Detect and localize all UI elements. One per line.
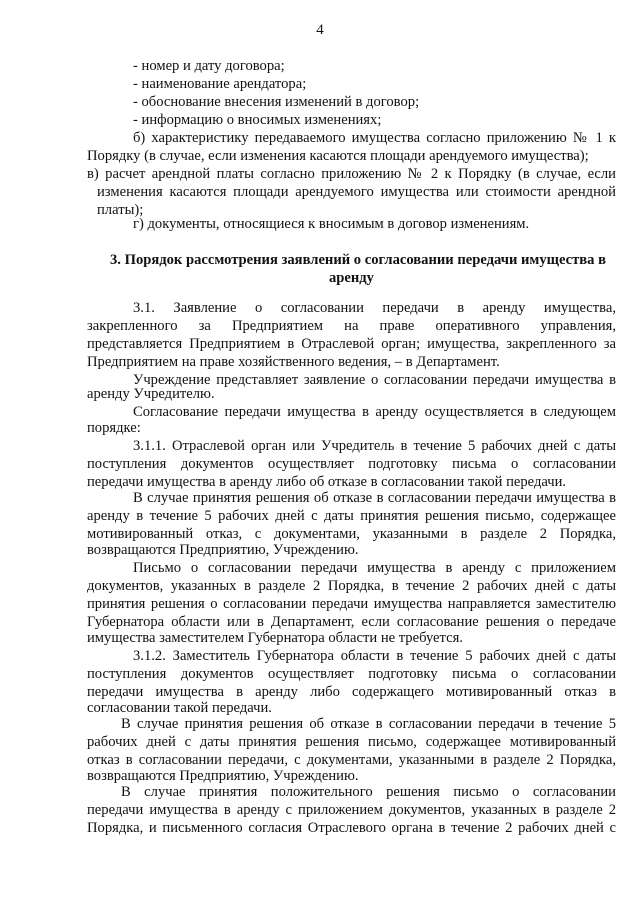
text-line: передачи имущества в аренду либо об отказе в согласовании такой передачи. [87, 474, 567, 490]
text-line: 3.1. Заявление о согласовании передачи в аренду имущества, [133, 300, 616, 316]
text-line: имущества заместителем Губернатора области не требуется. [87, 630, 463, 646]
text-line: г) документы, относящиеся к вносимым в договор изменениям. [133, 216, 530, 232]
list-item: - информацию о вносимых изменениях; [133, 112, 382, 128]
text-line: рабочих дней с даты принятия решения письмо, содержащее мотивированный [87, 734, 616, 750]
text-line: Согласование передачи имущества в аренду осуществляется в следующем [133, 404, 616, 420]
list-item: - обоснование внесения изменений в договор; [133, 94, 420, 110]
text-line: порядке: [87, 420, 141, 436]
text-line: Порядку (в случае, если изменения касаются площади арендуемого имущества); [87, 148, 589, 164]
text-line: документов, указанных в разделе 2 Порядка, в течение 2 рабочих дней с даты [87, 578, 616, 594]
text-line: В случае принятия положительного решения письмо о согласовании [121, 784, 616, 800]
text-line: передачи имущества в аренду либо содержащего мотивированный отказ в [87, 684, 616, 700]
text-line: В случае принятия решения об отказе в согласовании передачи в течение 5 [121, 716, 616, 732]
section-heading-cont: аренду [329, 270, 374, 286]
text-line: возвращаются Предприятию, Учреждению. [87, 768, 359, 784]
text-line: согласовании такой передачи. [87, 700, 272, 716]
text-line: изменения касаются площади арендуемого имущества или стоимости арендной [97, 184, 616, 200]
list-item: - номер и дату договора; [133, 58, 285, 74]
text-line: Предприятием на праве хозяйственного ведения, – в Департамент. [87, 354, 500, 370]
text-line: 3.1.1. Отраслевой орган или Учредитель в течение 5 рабочих дней с даты [133, 438, 616, 454]
text-line: закрепленного за Предприятием на праве оперативного управления, [87, 318, 616, 334]
text-line: платы); [97, 202, 144, 218]
text-line: Учреждение представляет заявление о согласовании передачи имущества в [133, 372, 616, 388]
text-line: Порядка, и письменного согласия Отраслевого органа в течение 2 рабочих дней с [87, 820, 616, 836]
text-line: передачи имущества в аренду с приложением документов, указанных в разделе 2 [87, 802, 616, 818]
text-line: б) характеристику передаваемого имущества согласно приложению № 1 к [133, 130, 616, 146]
text-line: отказ в согласовании передачи, с документами, указанными в разделе 2 Порядка, [87, 752, 616, 768]
section-heading: 3. Порядок рассмотрения заявлений о согласовании передачи имущества в [110, 252, 606, 268]
text-line: мотивированный отказ, с документами, указанными в разделе 2 Порядка, [87, 526, 616, 542]
text-line: Письмо о согласовании передачи имущества в аренду с приложением [133, 560, 616, 576]
list-item: - наименование арендатора; [133, 76, 307, 92]
text-line: возвращаются Предприятию, Учреждению. [87, 542, 359, 558]
text-line: поступления документов осуществляет подготовку письма о согласовании [87, 666, 616, 682]
text-line: представляется Предприятием в Отраслевой орган; имущества, закрепленного за [87, 336, 616, 352]
text-line: в) расчет арендной платы согласно приложению № 2 к Порядку (в случае, если [87, 166, 616, 182]
text-line: В случае принятия решения об отказе в согласовании передачи имущества в [133, 490, 616, 506]
page-number: 4 [316, 22, 324, 38]
text-line: 3.1.2. Заместитель Губернатора области в течение 5 рабочих дней с даты [133, 648, 616, 664]
text-line: аренду в течение 5 рабочих дней с даты принятия решения письмо, содержащее [87, 508, 616, 524]
text-line: поступления документов осуществляет подготовку письма о согласовании [87, 456, 616, 472]
text-line: Губернатора области или в Департамент, если согласование решения о передаче [87, 614, 616, 630]
text-line: аренду Учредителю. [87, 386, 215, 402]
text-line: принятия решения о согласовании передачи имущества направляется заместителю [87, 596, 616, 612]
